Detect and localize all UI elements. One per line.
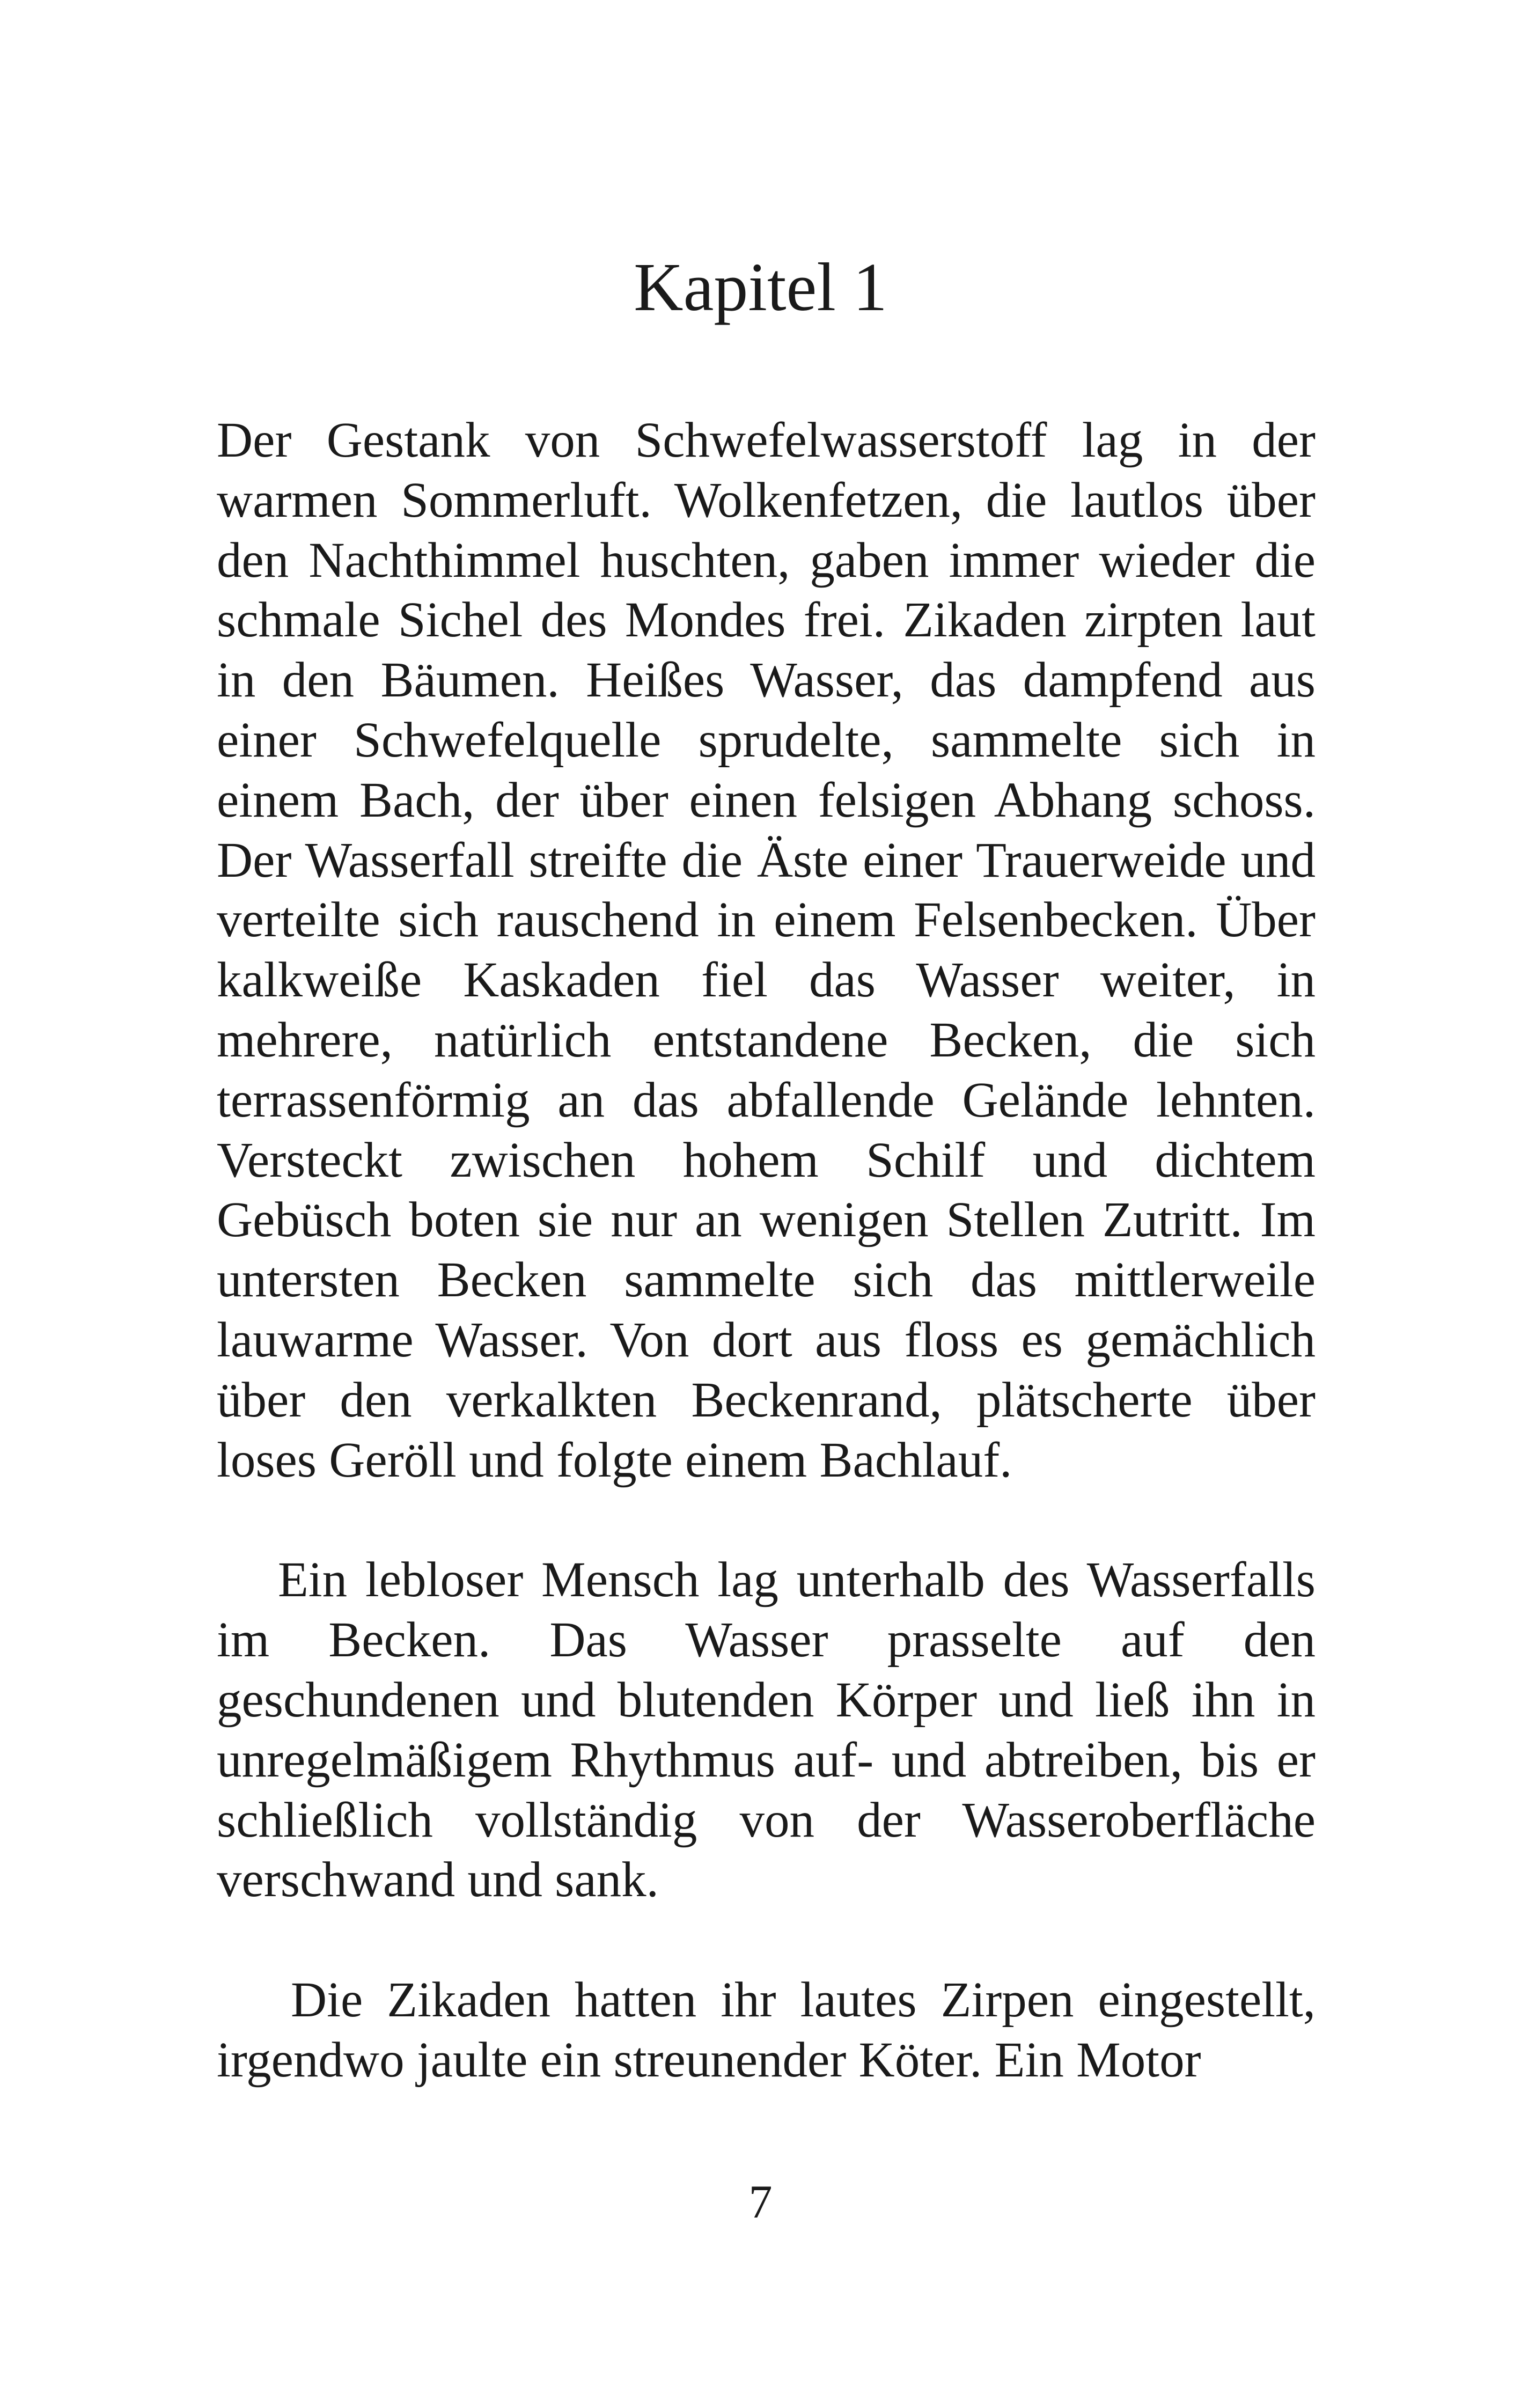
- chapter-title: Kapitel 1: [634, 249, 887, 325]
- paragraph-1: Der Gestank von Schwefelwasserstoff lag in der warmen Sommerluft. Wolkenfetzen, die lautlos über den Nachthimmel huschten, gaben immer wieder die schmale Sichel des Mondes frei. Zikaden zirpten laut in den Bäumen. Heißes Wasser, das dampfend aus einer Schwefelquelle sprudelte, sammelte sich in einem Bach, der über einen felsigen Abhang schoss. Der Wasserfall streifte die Äste einer Trauerweide und verteilte sich rauschend in einem Felsenbecken. Über kalkweiße Kaskaden fiel das Wasser weiter, in mehrere, natürlich entstandene Becken, die sich terrassenförmig an das abfallende Gelände lehnten. Versteckt zwischen hohem Schilf und dichtem Gebüsch boten sie nur an wenigen Stellen Zutritt. Im untersten Becken sammelte sich das mittlerweile lauwarme Wasser. Von dort aus floss es gemächlich über den verkalkten Beckenrand, plätscherte über loses Geröll und folgte einem Bachlauf.: [217, 413, 1316, 1488]
- paragraph-3: Die Zikaden hatten ihr lautes Zirpen eingestellt, irgendwo jaulte ein streunender Köter. Ein Motor: [217, 1972, 1316, 2088]
- page-number: 7: [748, 2176, 773, 2228]
- paragraph-2: Ein lebloser Mensch lag unterhalb des Wasserfalls im Becken. Das Wasser prasselte auf den geschundenen und blutenden Körper und ließ ihn in unregelmäßigem Rhythmus auf- und abtreiben, bis er schließlich vollständig von der Wasseroberfläche verschwand und sank.: [217, 1552, 1316, 1908]
- body-text: [217, 410, 1316, 2090]
